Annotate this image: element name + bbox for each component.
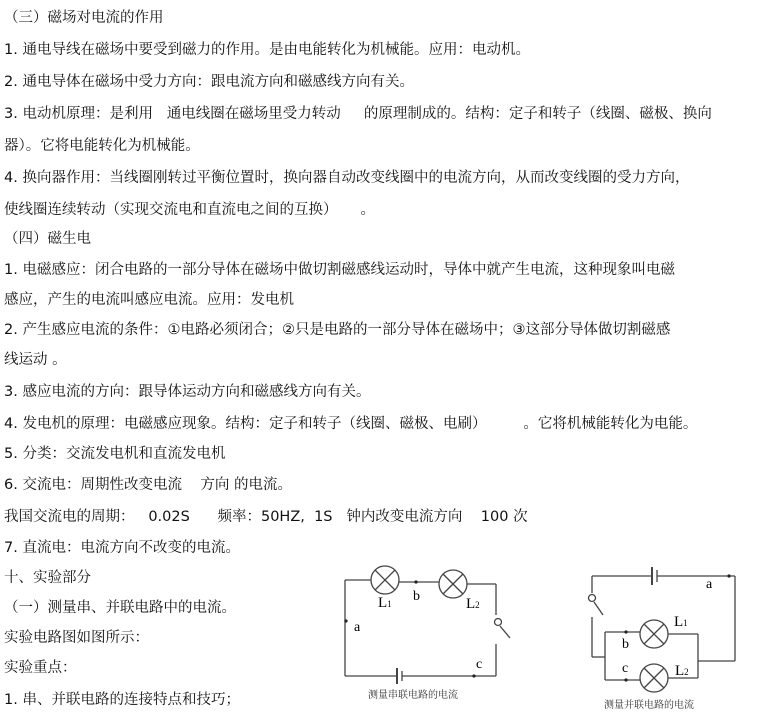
lamp-l2 bbox=[640, 664, 668, 692]
label-l1: L1 bbox=[378, 595, 392, 611]
label-l2: L2 bbox=[675, 663, 689, 679]
lamp-l1 bbox=[640, 620, 668, 648]
parallel-caption: 测量并联电路的电流 bbox=[604, 700, 694, 711]
label-c: c bbox=[476, 657, 483, 672]
text-line: 器）。它将电能转化为机械能。 bbox=[4, 138, 200, 154]
text-line: 1. 通电导线在磁场中要受到磁力的作用。是由电能转化为机械能。应用：电动机。 bbox=[4, 42, 530, 58]
lamp-l2 bbox=[439, 570, 467, 598]
series-circuit-diagram bbox=[330, 560, 530, 718]
text-line: 线运动 。 bbox=[4, 352, 67, 368]
text-line: 实验电路图如图所示： bbox=[4, 630, 149, 646]
label-a: a bbox=[354, 620, 361, 635]
label-l2: L2 bbox=[466, 596, 480, 612]
text-line: 7. 直流电：电流方向不改变的电流。 bbox=[4, 540, 240, 556]
text-line: 2. 产生感应电流的条件：①电路必须闭合；②只是电路的一部分导体在磁场中；③这部分导体做切割磁感 bbox=[4, 322, 671, 338]
text-line: 4. 发电机的原理：电磁感应现象。结构：定子和转子（线圈、磁极、电刷） 。它将机械能转化为电能。 bbox=[4, 416, 698, 432]
label-l1: L1 bbox=[674, 614, 688, 630]
text-line: 5. 分类：交流发电机和直流发电机 bbox=[4, 446, 226, 462]
text-line: 十、实验部分 bbox=[4, 570, 91, 586]
label-b: b bbox=[622, 637, 629, 652]
parallel-circuit-diagram bbox=[580, 560, 770, 718]
text-line: 感应，产生的电流叫感应电流。应用：发电机 bbox=[4, 292, 294, 308]
text-line: 6. 交流电：周期性改变电流 方向 的电流。 bbox=[4, 477, 292, 493]
text-line: 使线圈连续转动（实现交流电和直流电之间的互换） 。 bbox=[4, 202, 376, 218]
label-c: c bbox=[622, 661, 629, 676]
text-line: （四）磁生电 bbox=[4, 231, 91, 247]
text-line: （一）测量串、并联电路中的电流。 bbox=[4, 600, 236, 616]
text-line: 1. 电磁感应：闭合电路的一部分导体在磁场中做切割磁感线运动时，导体中就产生电流，这种现象叫电磁 bbox=[4, 262, 675, 278]
text-line: 4. 换向器作用：当线圈刚转过平衡位置时，换向器自动改变线圈中的电流方向，从而改变线圈的受力方向， bbox=[4, 170, 690, 186]
series-caption: 测量串联电路的电流 bbox=[368, 690, 458, 701]
switch-lever bbox=[500, 626, 510, 638]
text-line: 2. 通电导体在磁场中受力方向：跟电流方向和磁感线方向有关。 bbox=[4, 74, 414, 90]
label-b: b bbox=[413, 589, 420, 604]
text-line: 我国交流电的周期： 0.02S 频率：50HZ, 1S 钟内改变电流方向 100 次 bbox=[4, 509, 528, 525]
text-line: 1. 串、并联电路的连接特点和技巧； bbox=[4, 692, 240, 708]
text-line: 实验重点： bbox=[4, 660, 77, 676]
text-line: 3. 感应电流的方向：跟导体运动方向和磁感线方向有关。 bbox=[4, 384, 371, 400]
label-a: a bbox=[706, 577, 713, 592]
text-line: （三）磁场对电流的作用 bbox=[4, 10, 164, 26]
lamp-l1 bbox=[371, 566, 399, 594]
text-line: 3. 电动机原理：是利用 通电线圈在磁场里受力转动 的原理制成的。结构：定子和转子（线圈、磁极、换向 bbox=[4, 106, 712, 122]
